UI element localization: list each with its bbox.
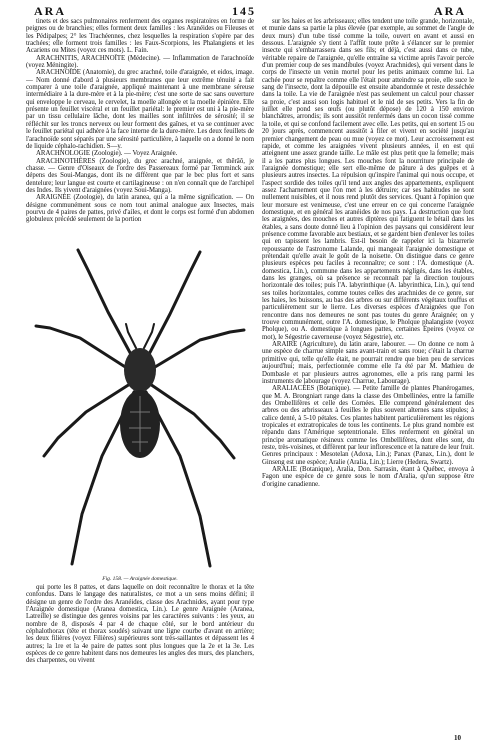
figure-caption: Fig. 158. — Araignée domestique. <box>102 576 178 582</box>
paragraph: ARACHNOÏDE (Anatomie), du grec arachné, toile d'araignée, et eidos, image. — Nom donné d'abord à plusieurs membranes que leur extrême ténuité a fait comparer à une toile d'araignée, appliqué maintenant à une membrane séreuse intermédiaire à la dure-mère et à la pie-mère; c'est une sorte de sac sans ouverture qui enveloppe le cerveau, le cervelet, la moelle allongée et la moelle épinière. Elle présente un feuillet viscéral et un feuillet pariétal: le premier est uni à la pie-mère par un tissu cellulaire lâche, dont les mailles sont infiltrées de sérosité; il se réfléchit sur les troncs nerveux ou leur forment des gaînes, et va se continuer avec le feuillet pariétal qui adhère à la face interne de la dure-mère. Les deux feuillets de l'arachnoïde sont séparés par une sérosité particulière, à laquelle on a donné le nom de liquide céphalo-rachidien. S—y. <box>26 69 254 150</box>
right-column <box>262 18 474 734</box>
left-column-top <box>26 18 254 240</box>
paragraph: ARACHNOLOGIE (Zoologie). — Voyez Araignée. <box>36 150 178 158</box>
paragraph: sur les haies et les arbrisseaux; elles tendent une toile grande, horizontale, et munie dans sa partie la plus élevée (par exemple, au sommet de l'angle de deux murs) d'un tube tissé comme la toile, ouvert en avant et aussi en dessous. L'araignée s'y tient à l'affût toute prête à s'élancer sur le premier insecte qui s'embarrassera dans ses fils; et déjà, c'est aussi dans ce tube, véritable repaire de l'araignée, qu'elle entraîne sa victime après l'avoir percée d'un premier coup de ses mandibules (voyez Arachnides), qui versent dans le corps de l'insecte un venin mortel pour les petits animaux comme lui. La cachée pour se repaître comme elle l'était pour atteindre sa proie, elle suce le sang de l'insecte, dont la dépouille est ensuite abandonnée et reste desséchée dans la toile. La vie de l'araignée n'est pas seulement un calcul pour chasser sa proie, c'est aussi son logis habituel et le nid de ses petits. Vers la fin de juillet elle pond ses œufs (ou plutôt dépose) de 120 à 150 environ blanchâtres, arrondis; ils sont aussitôt renfermés dans un cocon tissé comme la toile, et qui se confond facilement avec elle. Les petits, qui en sortent 15 ou 20 jours après, commencent aussitôt à filer et vivent en société jusqu'au premier changement de peau ou mue (voyez ce mot). Leur accroissement est rapide, et comme les araignées vivent plusieurs années, il en est qui atteignent une assez grande taille. Le mâle est plus petit que la femelle; mais il a les pattes plus longues. Les mouches font la nourriture principale de l'araignée domestique; elle sert elle-même de pâture à des guêpes et à plusieurs autres insectes. La répulsion qu'inspire l'animal qui nous occupe, et l'aspect sordide des toiles qu'il tend aux angles des appartements, expliquent assez l'acharnement que l'on met à les détruire; car ses habitudes ne sont nullement nuisibles, et il nous rend plutôt des services. Quant à l'opinion que leur morsure est venimeuse, c'est une erreur en ce qui concerne l'araignée domestique, et en général les aranéides de nos pays. La destruction que font les araignées, des mouches et autres diptères qui fatiguent le bétail dans les étables, a sans doute donné lieu à l'opinion des paysans qui considèrent leur présence comme favorable aux bestiaux, et se gardent bien d'enlever les toiles qui en tapissent les lambris. Est-il besoin de rappeler ici la bizarrerie repoussante de l'astronome Lalande, qui mangeait l'araignée domestique et prétendait qu'elle avait le goût de la noisette. On distingue dans ce genre plusieurs espèces peu faciles à reconnaître; ce sont : l'A. domestique (A. domestica, Lin.), commune dans les appartements négligés, dans les étables, dans les granges, où sa présence se reconnaît par la direction toujours horizontale des toiles; puis l'A. labyrinthique (A. labyrinthica, Lin.), qui tend ses toiles horizontales, comme toutes celles des arachnides de ce genre, sur les haies, les buissons, au bas des arbres ou sur différents végétaux touffus et particulièrement sur le lierre. Les diverses espèces d'Araignées que l'on rencontre dans nos demeures ne sont pas toutes du genre Araignée; on y trouve communément, outre l'A. domestique, le Pholque phalangiste (voyez Pholque), ou A. domestique à longues pattes, certaines Épeires (voyez ce mot), le Ségestrie caverneuse (voyez Ségestrie), etc. <box>262 18 474 341</box>
spider-illustration <box>30 242 250 584</box>
page-number: 145 <box>232 4 256 18</box>
paragraph: qui porte les 8 pattes, et dans laquelle on doit reconnaître le thorax et la tête confondus. Dans le langage des naturalistes, ce mot a un sens moins défini; il désigne un genre de l'ordre des Aranéides, classe des Arachnides, ayant pour type l'Araignée domestique (Aranea domestica, Lin.). Le genre Araignée (Aranea, Latreille) se distingue des genres voisins par les caractères suivants : les yeux, au nombre de 8, disposés 4 par 4 de chaque côté, sur le bord antérieur du céphalothorax (tête et thorax soudés) suivant une ligne courbe d'avant en arrière; les deux filières (voyez Filières) supérieures sont très-saillantes et dépassent les 4 autres; la 1re et la 4e paire de pattes sont plus longues que la 2e et la 3e. Les espèces de ce genre habitent dans nos demeures les angles des murs, des planchers, des charpentes, ou vivent <box>26 584 254 665</box>
left-column-bottom <box>26 584 254 724</box>
running-head-left: ARA <box>34 4 66 18</box>
paragraph: ARACHNITIS, ARACHNOÏTE (Médecine). — Inflammation de l'arachnoïde (voyez Méningite). <box>26 54 254 70</box>
running-head-right: ARA <box>434 4 466 18</box>
signature-mark: 10 <box>454 734 461 742</box>
paragraph: ARALIACÉES (Botanique). — Petite famille de plantes Phanérogames, que M. A. Brongniart range dans la classe des Ombellinées, entre la famille des Ombellifères et celle des Cornées. Elle comprend généralement des arbres ou des arbrisseaux à feuilles le plus souvent alternes sans stipules; à calice denté, à 5-10 pétales. Ces plantes habitent particulièrement les régions tropicales et extratropicales de tous les continents. Le plus grand nombre est répandu dans l'Amérique septentrionale. Elles renferment en général un principe aromatique résineux comme les Ombellifères, dont elles sont, du reste, très-voisines, et diffèrent par leur inflorescence et la nature de leur fruit. Genres principaux : Mesotelan (Adoxa, Lin.); Panax (Panax, Lin.), dont le Ginseng est une espèce; Aralie (Aralia, Lin.); Lierre (Hedera, Swartz). <box>262 385 474 466</box>
paragraph: ARACHNOTHÈRES (Zoologie), du grec arachné, araignée, et thêrâô, je chasse. — Genre d'Oiseaux de l'ordre des Passereaux formé par Temminck aux dépens des Soui-Mangas, dont ils ne diffèrent que par le bec plus fort et sans dentelure; leur langue est courte et cartilagineuse : on n'en connaît que de l'archipel des Indes. Ils vivent d'araignées (voyez Soui-Manga). <box>26 157 254 194</box>
paragraph: ARALIE (Botanique), Aralia, Don. Sarrasin, étant à Québec, envoya à Fagon une espèce de ce genre sous le nom d'Aralia, qu'un suppose être d'origine canadienne. <box>262 465 474 488</box>
paragraph: ARAIRE (Agriculture), du latin arare, labourer. — On donne ce nom à une espèce de charrue simple sans avant-train et sans roue; c'était la charrue primitive qui, telle qu'elle était, ne pourrait rendre que bien peu de services aujourd'hui; mais, perfectionnée comme elle l'a été par M. Mathieu de Dombasle et par plusieurs autres agronomes, elle a pris rang parmi les instruments de labourage (voyez Charrue, Labourage). <box>262 341 474 385</box>
paragraph: ARAIGNÉE (Zoologie), du latin aranea, qui a la même signification. — On désigne communément sous ce nom tout animal analogue aux Insectes, mais pourvu de 4 paires de pattes, privé d'ailes, et dont le corps est formé d'un abdomen globuleux précédé seulement de la portion <box>26 194 254 224</box>
paragraph: tinets et des sacs pulmonaires renferment des organes respiratoires en forme de peignes ou de branchies; elles forment deux familles : les Aranéides ou Fileuses et les Pédipalpes; 2° les Trachéennes, chez lesquelles la respiration s'opère par des trachées; elle forment trois familles : les Faux-Scorpions, les Phalangiens et les Acariens ou Mites (voyez ces mots). L. Fain. <box>26 18 254 55</box>
